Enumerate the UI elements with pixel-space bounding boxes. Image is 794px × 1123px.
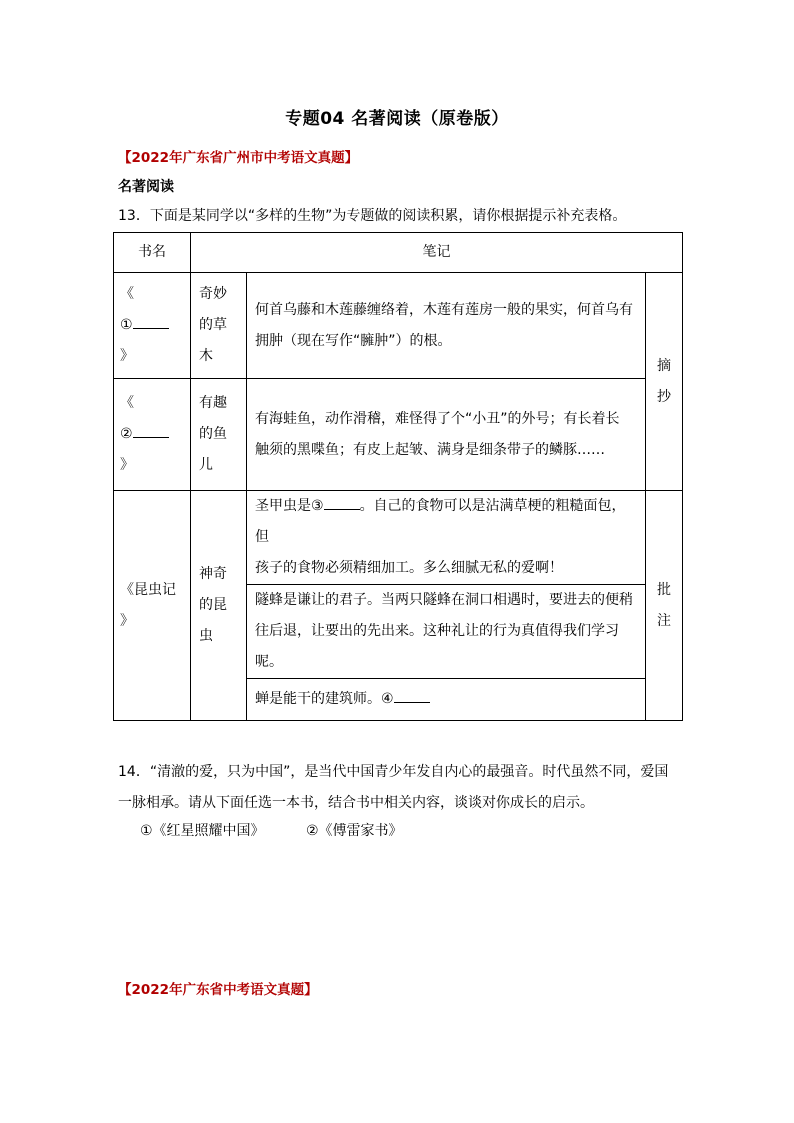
section-label: 名著阅读	[118, 179, 174, 195]
note-cell-2: 有海蛙鱼，动作滑稽，难怪得了个“小丑”的外号；有长着长 触须的黑喋鱼；有皮上起皱、满身是细条带子的鳞豚……	[247, 379, 646, 491]
table-header-row	[114, 233, 683, 273]
option-fu-lei: ②《傅雷家书》	[306, 823, 403, 839]
note-cell-bee: 隧蜂是谦让的君子。当两只隧蜂在洞口相遇时，要进去的便稍 往后退，让要出的先出来。这种礼让的行为真值得我们学习呢。	[247, 585, 646, 679]
category-cell-1: 奇妙 的草 木	[191, 273, 247, 379]
book-cell-1: 《 ①》	[114, 273, 191, 379]
note-cell-scarab: 圣甲虫是③ 。自己的食物可以是沾满草梗的粗糙面包，但 孩子的食物必须精细加工。多么细腻无私的爱啊！	[247, 491, 646, 585]
question-14: 14．“清澈的爱，只为中国”，是当代中国青少年发自内心的最强音。时代虽然不同，爱国 一脉相承。请从下面任选一本书，结合书中相关内容，谈谈对你成长的启示。	[118, 764, 669, 811]
category-cell-2: 有趣 的鱼 儿	[191, 379, 247, 491]
notes-table	[113, 232, 683, 721]
exam-source-tag-guangzhou: 【2022年广东省广州市中考语文真题】	[118, 150, 359, 166]
book-cell-2: 《 ②》	[114, 379, 191, 491]
option-red-star: ①《红星照耀中国》	[140, 823, 265, 839]
header-book-title: 书名	[114, 233, 191, 273]
mark-excerpt-cell: 摘 抄	[646, 273, 683, 491]
mark-annotation-cell: 批 注	[646, 491, 683, 721]
page-title: 专题04 名著阅读（原卷版）	[285, 109, 509, 129]
answer-blank-1[interactable]	[133, 314, 169, 329]
question-13: 13．下面是某同学以“多样的生物”为专题做的阅读积累，请你根据提示补充表格。	[118, 208, 627, 224]
table-row	[114, 379, 683, 491]
header-notes: 笔记	[191, 233, 683, 273]
table-row	[114, 273, 683, 379]
exam-source-tag-guangdong: 【2022年广东省中考语文真题】	[118, 982, 318, 998]
category-cell-3: 神奇 的昆 虫	[191, 491, 247, 721]
answer-blank-4[interactable]	[394, 688, 430, 703]
table-row	[114, 491, 683, 585]
book-options	[140, 818, 403, 844]
note-cell-cicada: 蝉是能干的建筑师。④	[247, 679, 646, 721]
answer-blank-2[interactable]	[133, 423, 169, 438]
answer-blank-3[interactable]	[324, 495, 360, 510]
book-cell-3: 《昆虫记 》	[114, 491, 191, 721]
note-cell-1: 何首乌藤和木莲藤缠络着，木莲有莲房一般的果实，何首乌有 拥肿（现在写作“臃肿”）的根。	[247, 273, 646, 379]
